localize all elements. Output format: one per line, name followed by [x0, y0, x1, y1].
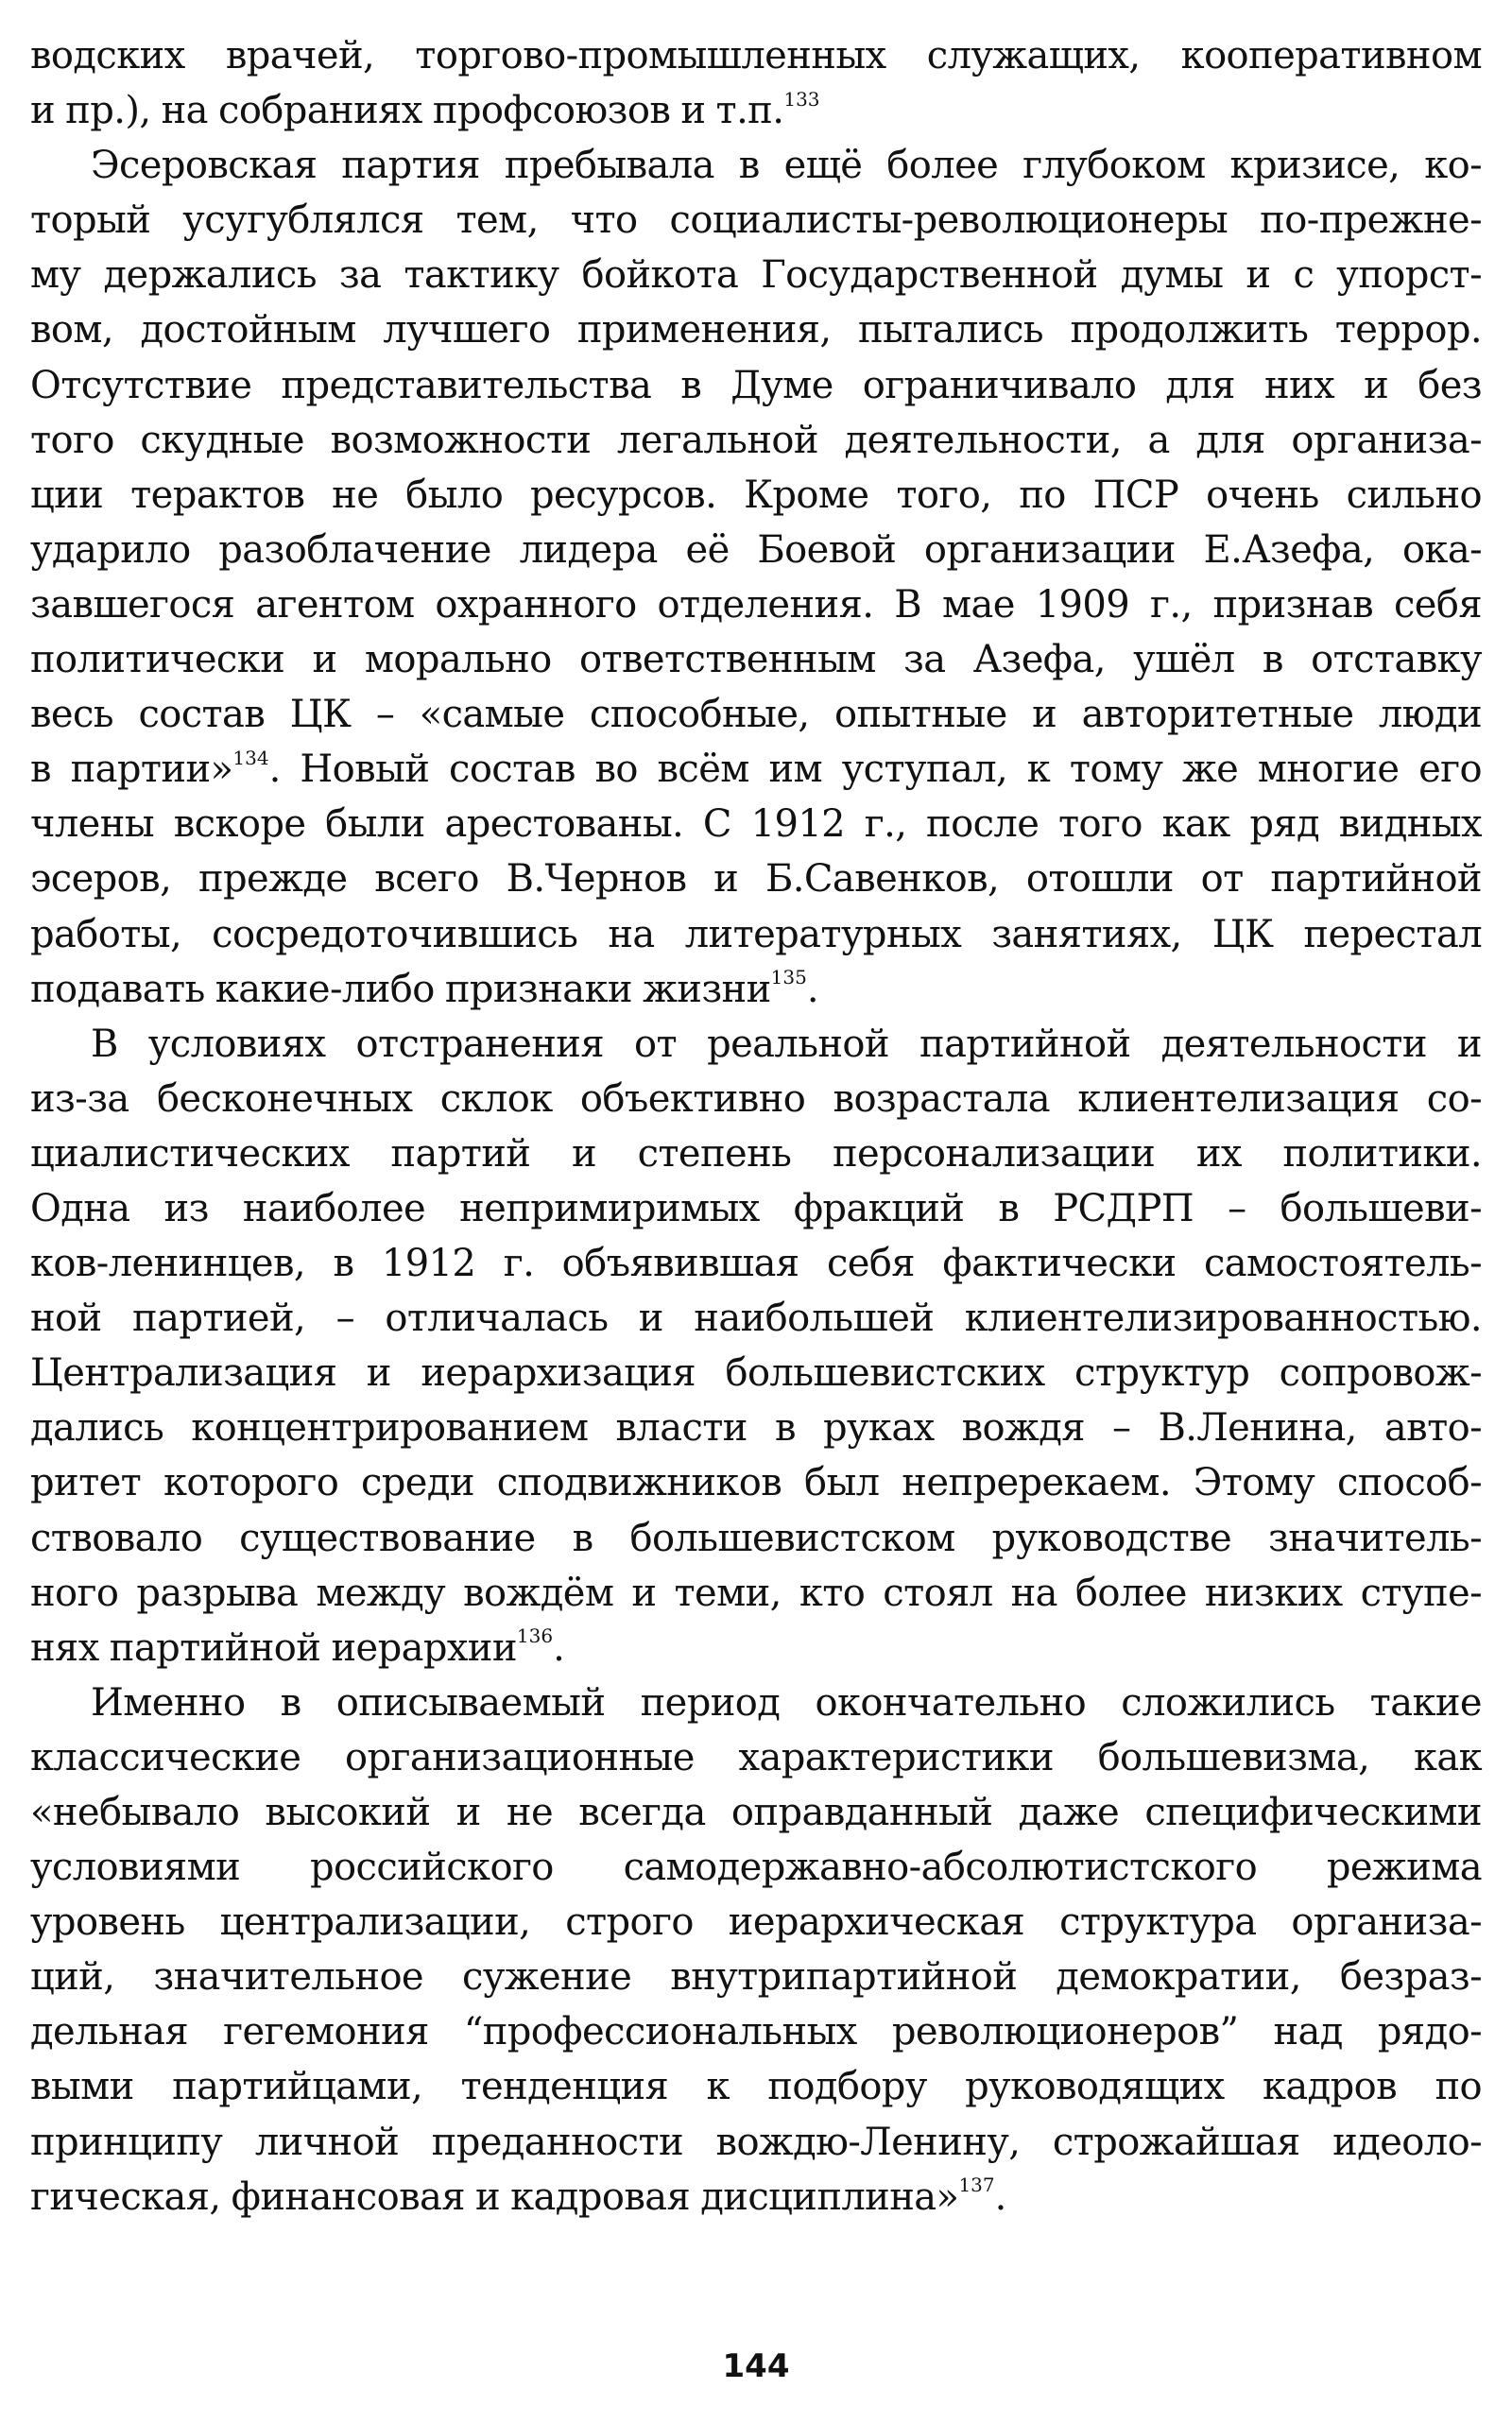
text-line — [30, 1675, 1482, 1730]
line-text: политически и морально ответственным за Азефа, ушёл в отставку — [30, 638, 1482, 682]
line-text: вом, достойным лучшего применения, пытались продолжить террор. — [30, 308, 1482, 352]
text-line — [30, 1785, 1482, 1840]
line-text: Централизация и иерархизация большевистских структур сопровож- — [30, 1351, 1482, 1396]
text-line — [30, 2170, 1482, 2225]
text-line — [30, 742, 1482, 797]
text-line — [30, 1730, 1482, 1785]
text-line — [30, 1291, 1482, 1346]
line-text: циалистических партий и степень персонализации их политики. — [30, 1131, 1482, 1176]
line-text: дельная гегемония “профессиональных революционеров” над рядо- — [30, 2010, 1482, 2054]
line-text-continuation: . — [806, 967, 818, 1011]
text-line — [30, 358, 1482, 413]
line-text: гическая, финансовая и кадровая дисциплина» — [30, 2174, 959, 2219]
text-line — [30, 138, 1482, 193]
text-line — [30, 1840, 1482, 1895]
footnote-marker: 137 — [958, 2174, 995, 2197]
text-line — [30, 1072, 1482, 1126]
footnote-marker: 134 — [232, 746, 269, 769]
text-line — [30, 28, 1482, 83]
text-line — [30, 1621, 1482, 1675]
line-text: В условиях отстранения от реальной партийной деятельности и — [91, 1022, 1482, 1066]
line-text: торый усугублялся тем, что социалисты-революционеры по-прежне- — [30, 198, 1482, 243]
text-line — [30, 1236, 1482, 1291]
line-text-continuation: . — [994, 2174, 1006, 2219]
line-text: ции терактов не было ресурсов. Кроме того, по ПСР очень сильно — [30, 473, 1482, 517]
text-line — [30, 1950, 1482, 2004]
text-line — [30, 1401, 1482, 1455]
text-line — [30, 632, 1482, 687]
text-line — [30, 1895, 1482, 1950]
line-text: и пр.), на собраниях профсоюзов и т.п. — [30, 89, 784, 133]
line-text: из-за бесконечных склок объективно возрастала клиентелизация со- — [30, 1076, 1482, 1121]
text-line — [30, 302, 1482, 357]
text-line — [30, 1126, 1482, 1181]
line-text: му держались за тактику бойкота Государственной думы и с упорст- — [30, 253, 1482, 298]
text-line — [30, 1017, 1482, 1072]
line-text: принципу личной преданности вождю-Ленину, строжайшая идеоло- — [30, 2120, 1482, 2164]
line-text: Эсеровская партия пребывала в ещё более глубоком кризисе, ко- — [91, 144, 1482, 188]
text-line — [30, 1511, 1482, 1566]
line-text: «небывало высокий и не всегда оправданный даже специфическими — [30, 1791, 1482, 1834]
line-text-continuation: . Новый состав во всём им уступал, к тому же многие его — [268, 748, 1482, 792]
line-text: весь состав ЦК – «самые способные, опытные и авторитетные люди — [30, 693, 1482, 737]
text-line — [30, 797, 1482, 851]
body-text — [30, 28, 1482, 2225]
text-line — [30, 1346, 1482, 1401]
text-line — [30, 851, 1482, 906]
text-line — [30, 83, 1482, 138]
line-text: ков-ленинцев, в 1912 г. объявившая себя фактически самостоятель- — [30, 1242, 1482, 1286]
line-text: нях партийной иерархии — [30, 1625, 517, 1670]
text-line — [30, 577, 1482, 632]
line-text: работы, сосредоточившись на литературных занятиях, ЦК перестал — [30, 912, 1482, 956]
line-text: Отсутствие представительства в Думе ограничивало для них и без — [30, 363, 1482, 407]
text-line — [30, 907, 1482, 962]
line-text: эсеров, прежде всего В.Чернов и Б.Савенков, отошли от партийной — [30, 857, 1482, 902]
text-line — [30, 962, 1482, 1017]
text-line — [30, 248, 1482, 302]
text-line — [30, 523, 1482, 577]
text-line — [30, 468, 1482, 523]
page-number: 144 — [722, 2347, 790, 2385]
line-text: условиями российского самодержавно-абсолютистского режима — [30, 1846, 1482, 1890]
line-text: ной партией, – отличалась и наибольшей клиентелизированностью. — [30, 1297, 1482, 1341]
line-text: дались концентрированием власти в руках вождя – В.Ленина, авто- — [30, 1406, 1482, 1451]
line-text: водских врачей, торгово-промышленных служащих, кооперативном — [30, 34, 1482, 77]
footnote-marker: 133 — [783, 87, 820, 111]
line-text: ного разрыва между вождём и теми, кто стоял на более низких ступе- — [30, 1571, 1482, 1615]
text-line — [30, 687, 1482, 742]
line-text: ритет которого среди сподвижников был непререкаем. Этому способ- — [30, 1461, 1482, 1505]
line-text: того скудные возможности легальной деятельности, а для организа- — [30, 418, 1482, 462]
line-text: подавать какие-либо признаки жизни — [30, 967, 771, 1011]
footnote-marker: 136 — [516, 1624, 554, 1648]
line-text: выми партийцами, тенденция к подбору руководящих кадров по — [30, 2065, 1482, 2109]
line-text: члены вскоре были арестованы. С 1912 г., после того как ряд видных — [30, 802, 1482, 847]
text-line — [30, 413, 1482, 468]
line-text: ударило разоблачение лидера её Боевой организации Е.Азефа, ока- — [30, 527, 1482, 572]
footnote-marker: 135 — [770, 966, 807, 989]
text-line — [30, 2115, 1482, 2170]
line-text: классические организационные характеристики большевизма, как — [30, 1735, 1482, 1779]
text-line — [30, 1181, 1482, 1236]
line-text: в партии» — [30, 748, 233, 792]
text-line — [30, 1455, 1482, 1510]
text-line — [30, 2059, 1482, 2114]
line-text: ций, значительное сужение внутрипартийной демократии, безраз- — [30, 1955, 1482, 2000]
line-text: Одна из наиболее непримиримых фракций в РСДРП – большеви- — [30, 1186, 1482, 1230]
line-text: уровень централизации, строго иерархическая структура организа- — [30, 1900, 1482, 1945]
line-text: Именно в описываемый период окончательно сложились такие — [91, 1680, 1482, 1725]
line-text-continuation: . — [553, 1625, 565, 1670]
line-text: ствовало существование в большевистском руководстве значитель- — [30, 1516, 1482, 1560]
text-line — [30, 1566, 1482, 1621]
text-line — [30, 2004, 1482, 2059]
line-text: завшегося агентом охранного отделения. В мае 1909 г., признав себя — [30, 582, 1482, 627]
text-line — [30, 193, 1482, 248]
